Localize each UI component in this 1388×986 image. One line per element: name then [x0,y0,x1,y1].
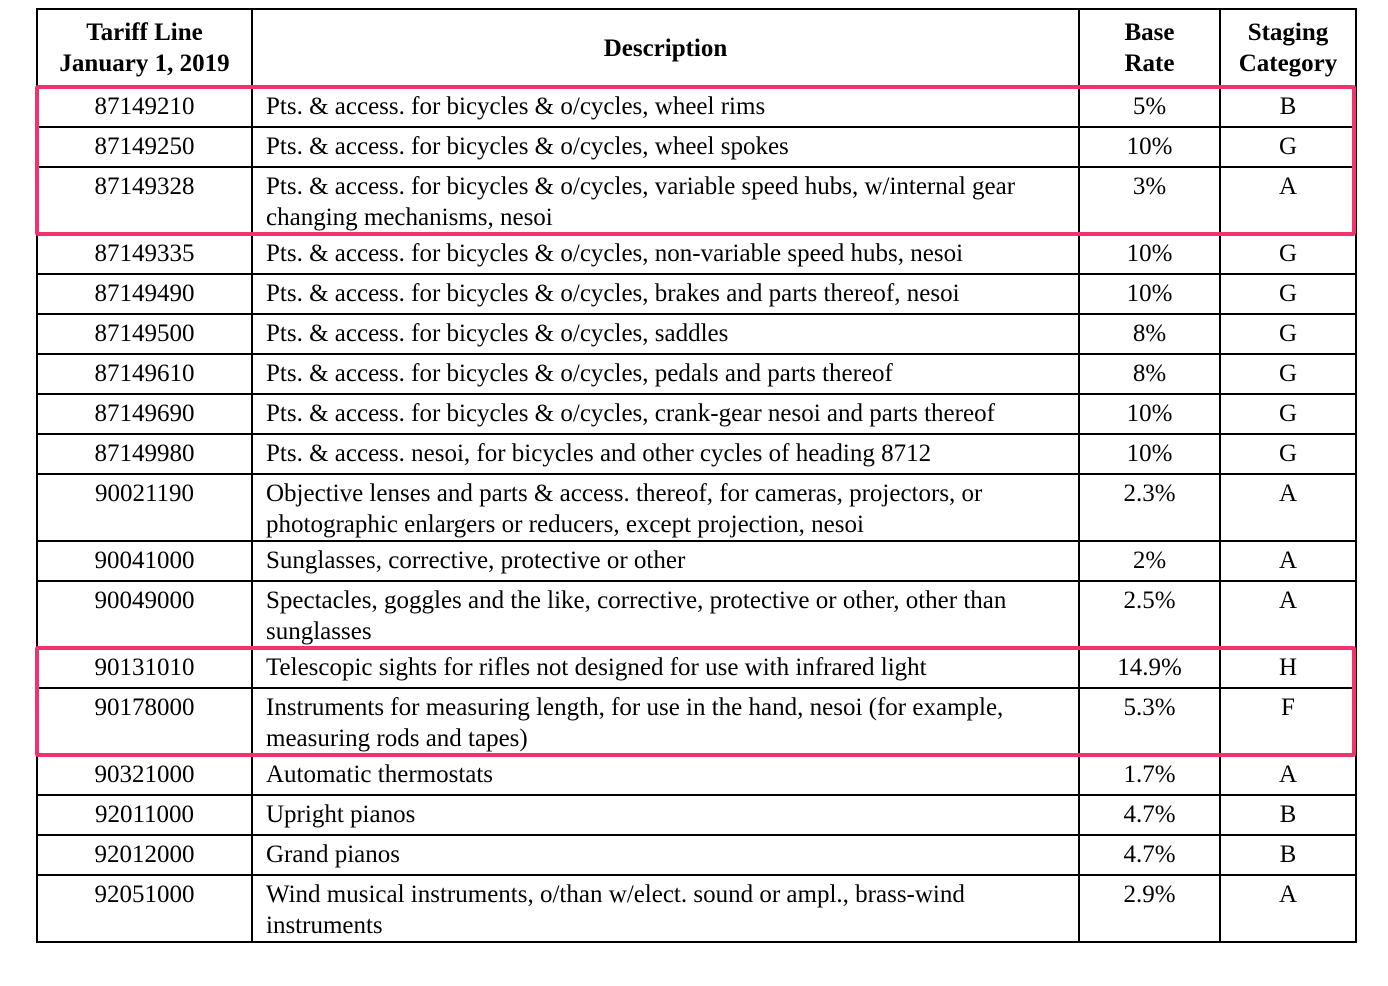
description-cell: Sunglasses, corrective, protective or other [252,541,1079,581]
base-rate-cell: 2% [1079,541,1220,581]
description-cell: Pts. & access. nesoi, for bicycles and other cycles of heading 8712 [252,434,1079,474]
base-rate-cell: 14.9% [1079,648,1220,688]
tariff-line-cell: 90178000 [37,688,252,755]
table-row [37,394,1356,434]
staging-category-cell: A [1220,755,1356,795]
description-cell: Upright pianos [252,795,1079,835]
header-base-rate [1079,9,1220,87]
table-row [37,581,1356,648]
description-cell: Pts. & access. for bicycles & o/cycles, pedals and parts thereof [252,354,1079,394]
table-row [37,87,1356,127]
table-row [37,755,1356,795]
header-description: Description [252,9,1079,87]
description-cell: Objective lenses and parts & access. thereof, for cameras, projectors, or photographic enlargers or reducers, except projection, nesoi [252,474,1079,541]
table-row [37,274,1356,314]
table-row [37,875,1356,942]
base-rate-cell: 10% [1079,234,1220,274]
description-cell: Pts. & access. for bicycles & o/cycles, variable speed hubs, w/internal gear changing mechanisms, nesoi [252,167,1079,234]
tariff-line-cell: 87149690 [37,394,252,434]
tariff-line-cell: 90321000 [37,755,252,795]
tariff-line-cell: 87149980 [37,434,252,474]
base-rate-cell: 10% [1079,274,1220,314]
base-rate-cell: 10% [1079,434,1220,474]
base-rate-cell: 2.5% [1079,581,1220,648]
base-rate-cell: 2.3% [1079,474,1220,541]
description-cell: Telescopic sights for rifles not designed for use with infrared light [252,648,1079,688]
table-row [37,474,1356,541]
tariff-line-cell: 92051000 [37,875,252,942]
table-row [37,127,1356,167]
table-row [37,314,1356,354]
table-row [37,167,1356,234]
base-rate-cell: 10% [1079,127,1220,167]
table-body [37,87,1356,942]
staging-category-cell: G [1220,234,1356,274]
header-staging-category [1220,9,1356,87]
staging-category-cell: A [1220,581,1356,648]
staging-category-cell: B [1220,87,1356,127]
table-row [37,541,1356,581]
description-cell: Pts. & access. for bicycles & o/cycles, wheel spokes [252,127,1079,167]
tariff-line-cell: 87149500 [37,314,252,354]
staging-category-cell: G [1220,127,1356,167]
tariff-line-cell: 87149490 [37,274,252,314]
header-staging-category-line1: Staging [1247,19,1329,46]
table-row [37,835,1356,875]
header-base-rate-line1: Base [1124,19,1175,46]
description-cell: Pts. & access. for bicycles & o/cycles, non-variable speed hubs, nesoi [252,234,1079,274]
description-cell: Pts. & access. for bicycles & o/cycles, saddles [252,314,1079,354]
tariff-line-cell: 87149335 [37,234,252,274]
staging-category-cell: B [1220,795,1356,835]
staging-category-cell: B [1220,835,1356,875]
staging-category-cell: A [1220,541,1356,581]
table-row [37,434,1356,474]
staging-category-cell: G [1220,434,1356,474]
description-cell: Pts. & access. for bicycles & o/cycles, wheel rims [252,87,1079,127]
staging-category-cell: A [1220,875,1356,942]
tariff-line-cell: 87149210 [37,87,252,127]
table-row [37,688,1356,755]
staging-category-cell: H [1220,648,1356,688]
tariff-line-cell: 90021190 [37,474,252,541]
table-header-row [37,9,1356,87]
description-cell: Automatic thermostats [252,755,1079,795]
tariff-line-cell: 87149610 [37,354,252,394]
staging-category-cell: A [1220,167,1356,234]
tariff-line-cell: 90049000 [37,581,252,648]
tariff-line-cell: 90041000 [37,541,252,581]
base-rate-cell: 5% [1079,87,1220,127]
tariff-line-cell: 87149328 [37,167,252,234]
base-rate-cell: 3% [1079,167,1220,234]
tariff-table [36,8,1357,943]
base-rate-cell: 8% [1079,354,1220,394]
staging-category-cell: G [1220,394,1356,434]
description-cell: Wind musical instruments, o/than w/elect. sound or ampl., brass-wind instruments [252,875,1079,942]
header-base-rate-line2: Rate [1124,50,1175,77]
tariff-line-cell: 92011000 [37,795,252,835]
tariff-line-cell: 92012000 [37,835,252,875]
tariff-line-cell: 90131010 [37,648,252,688]
header-tariff-line [37,9,252,87]
description-cell: Pts. & access. for bicycles & o/cycles, brakes and parts thereof, nesoi [252,274,1079,314]
base-rate-cell: 10% [1079,394,1220,434]
description-cell: Instruments for measuring length, for use in the hand, nesoi (for example, measuring rods and tapes) [252,688,1079,755]
base-rate-cell: 1.7% [1079,755,1220,795]
base-rate-cell: 4.7% [1079,835,1220,875]
table-row [37,234,1356,274]
description-cell: Spectacles, goggles and the like, corrective, protective or other, other than sunglasses [252,581,1079,648]
description-cell: Grand pianos [252,835,1079,875]
base-rate-cell: 5.3% [1079,688,1220,755]
table-row [37,354,1356,394]
header-staging-category-line2: Category [1238,50,1338,77]
tariff-line-cell: 87149250 [37,127,252,167]
staging-category-cell: A [1220,474,1356,541]
base-rate-cell: 8% [1079,314,1220,354]
staging-category-cell: G [1220,274,1356,314]
table-row [37,648,1356,688]
header-tariff-line-line1: Tariff Line [86,19,203,46]
staging-category-cell: F [1220,688,1356,755]
base-rate-cell: 4.7% [1079,795,1220,835]
table-row [37,795,1356,835]
staging-category-cell: G [1220,354,1356,394]
header-tariff-line-line2: January 1, 2019 [59,50,230,77]
staging-category-cell: G [1220,314,1356,354]
description-cell: Pts. & access. for bicycles & o/cycles, crank-gear nesoi and parts thereof [252,394,1079,434]
base-rate-cell: 2.9% [1079,875,1220,942]
